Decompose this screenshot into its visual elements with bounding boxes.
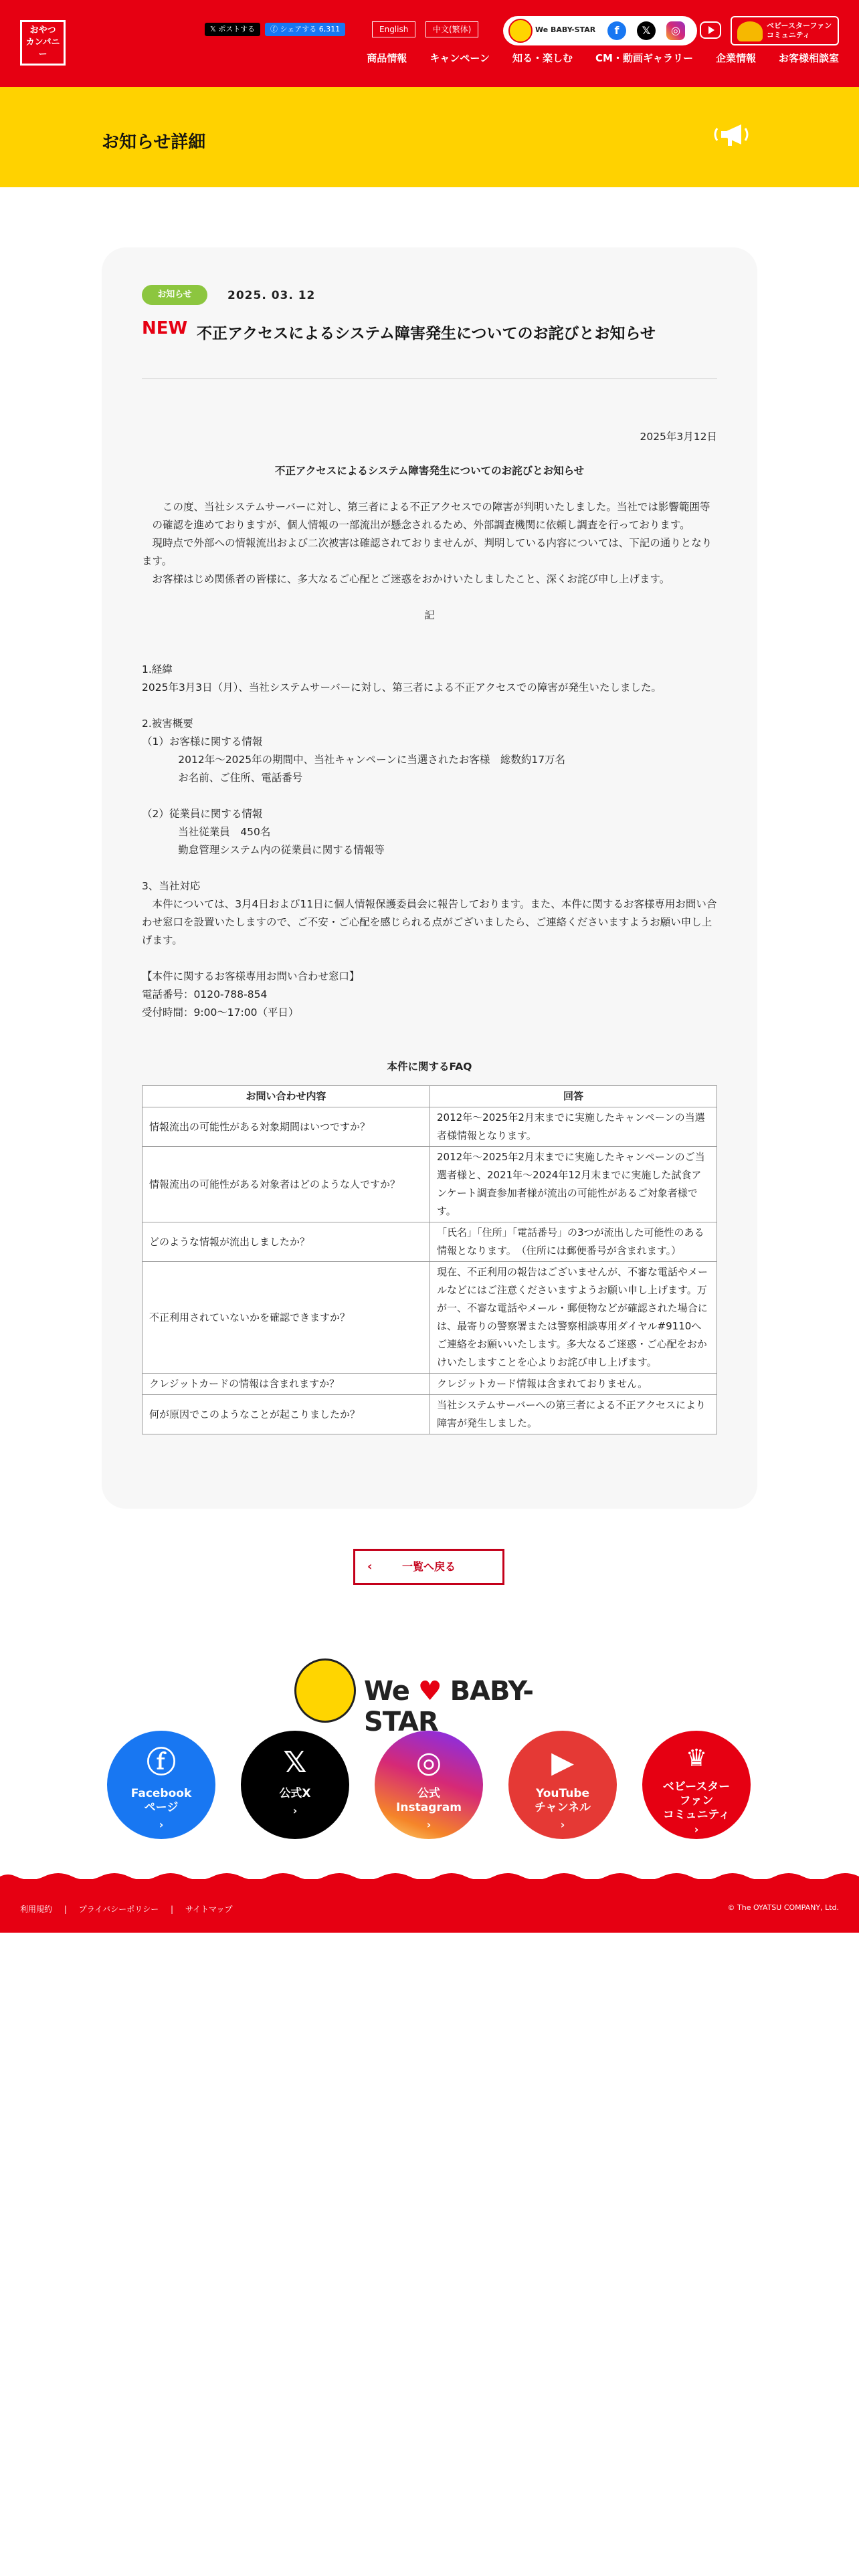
faq-question: 不正利用されていないかを確認できますか？ (142, 1262, 430, 1374)
faq-table (142, 1085, 717, 1434)
faq-title: 本件に関するFAQ (387, 1061, 472, 1073)
faq-row (142, 1374, 717, 1395)
faq-row (142, 1262, 717, 1374)
faq-header-answer: 回答 (430, 1086, 717, 1107)
official-x-link[interactable] (241, 1731, 349, 1839)
new-tag: NEW (142, 318, 188, 338)
sns-label-line1: YouTube (535, 1787, 590, 1800)
section1-text: 2025年3月3日（月）、当社システムサーバーに対し、第三者による不正アクセスでの障害が発生いたしました。 (142, 681, 662, 693)
x-icon: 𝕏 (283, 1745, 307, 1780)
instagram-icon: ◎ (415, 1745, 442, 1780)
section2b-title: （2）従業員に関する情報 (142, 808, 263, 820)
facebook-page-link[interactable] (107, 1731, 215, 1839)
chevron-left-icon: ‹ (367, 1560, 373, 1574)
article-body (142, 428, 717, 1434)
site-footer (0, 1879, 859, 1933)
intro-p3: お客様はじめ関係者の皆様に、多大なるご心配とご迷惑をおかけいたしましたこと、深くお詫び申し上げます。 (152, 573, 670, 585)
section2a-line2: お名前、ご住所、電話番号 (178, 772, 303, 784)
nav-cm-gallery[interactable]: CM・動画ギャラリー (595, 52, 693, 64)
footer-links (20, 1903, 242, 1915)
faq-answer: 2012年〜2025年2月末までに実施したキャンペーンのご当選者様と、2021年〜2024年12月末までに実施した試食アンケート調査参加者様が流出の可能性があるご対象者様です。 (430, 1147, 717, 1222)
header-top-row (0, 16, 859, 45)
chevron-right-icon: › (159, 1818, 164, 1831)
body-heading: 不正アクセスによるシステム障害発生についてのお詫びとお知らせ (274, 465, 585, 477)
share-x-button[interactable]: 𝕏 ポストする (205, 23, 260, 36)
x-icon[interactable]: 𝕏 (637, 21, 656, 40)
faq-header-row (142, 1086, 717, 1107)
faq-row (142, 1147, 717, 1222)
nav-campaign[interactable]: キャンペーン (430, 52, 490, 64)
faq-answer: 現在、不正利用の報告はございませんが、不審な電話やメールなどにはご注意くださいますようお願い申し上げます。万が一、不審な電話やメール・郵便物などが確認された場合には、最寄りの警察署または警察相談専用ダイヤル#9110へご連絡をお願いいたします。多大なるご迷惑・ご心配をおかけいたしますことを心よりお詫び申し上げます。 (430, 1262, 717, 1374)
facebook-icon: ⓕ (147, 1745, 176, 1780)
brand-name: BABY-STAR (364, 1676, 533, 1737)
section3-text: 本件については、3月4日および11日に個人情報保護委員会に報告しております。また、本件に関するお客様専用お問い合わせ窓口を設置いたしますので、ご不安・ご心配を感じられる点がございましたら、ご連絡くださいますようお願い申し上げます。 (142, 898, 717, 946)
footer-privacy-link[interactable]: プライバシーポリシー (78, 1905, 159, 1914)
sns-label-line2: ページ (144, 1801, 179, 1814)
footer-terms-link[interactable]: 利用規約 (20, 1905, 53, 1914)
footer-sitemap-link[interactable]: サイトマップ (185, 1905, 233, 1914)
section2b-line1: 当社従業員 450名 (178, 826, 271, 838)
fan-community-icon (737, 21, 763, 41)
brand-wordmark (364, 1676, 565, 1737)
facebook-icon[interactable]: f (607, 21, 626, 40)
faq-answer: 当社システムサーバーへの第三者による不正アクセスにより障害が発生しました。 (430, 1395, 717, 1434)
nav-learn[interactable]: 知る・楽しむ (512, 52, 573, 64)
faq-row (142, 1107, 717, 1147)
section3-title: 3、当社対応 (142, 880, 201, 892)
footer-separator: | (170, 1905, 173, 1914)
page-title-band (0, 87, 859, 187)
fan-community-link[interactable] (642, 1731, 751, 1839)
faq-question: 何が原因でこのようなことが起こりましたか？ (142, 1395, 430, 1434)
youtube-channel-link[interactable] (508, 1731, 617, 1839)
official-instagram-link[interactable] (375, 1731, 483, 1839)
fan-community-icon: ♛ (685, 1745, 708, 1772)
youtube-icon[interactable] (700, 21, 721, 39)
logo-line2: カンパニー (25, 37, 60, 60)
mascot-icon (294, 1658, 356, 1723)
faq-question: 情報流出の可能性がある対象者はどのような人ですか？ (142, 1147, 430, 1222)
back-to-list-button[interactable] (353, 1549, 504, 1585)
sns-label-line2: ファン (679, 1794, 714, 1808)
lang-english-button[interactable]: English (372, 21, 415, 37)
lang-chinese-button[interactable]: 中文(繁体) (425, 21, 478, 37)
megaphone-icon (712, 119, 759, 152)
chevron-right-icon: › (694, 1823, 699, 1836)
section2b-line2: 勤怠管理システム内の従業員に関する情報等 (178, 844, 385, 856)
nav-company[interactable]: 企業情報 (715, 52, 756, 64)
sns-label-line1: ベビースター (662, 1780, 731, 1794)
sns-label-line3: コミュニティ (662, 1808, 731, 1822)
faq-row (142, 1222, 717, 1262)
contact-phone: 電話番号：0120-788-854 (142, 988, 268, 1000)
section1-title: 1.経緯 (142, 663, 173, 675)
fan-community-button[interactable] (731, 16, 839, 45)
fan-line1: ベビースターファン (767, 21, 832, 30)
article-date: 2025. 03. 12 (227, 289, 316, 302)
youtube-icon: ▶ (551, 1745, 574, 1780)
site-header (0, 0, 859, 87)
faq-question: 情報流出の可能性がある対象期間はいつですか？ (142, 1107, 430, 1147)
intro-p1: この度、当社システムサーバーに対し、第三者による不正アクセスでの障害が判明いたしました。当社では影響範囲等の確認を進めておりますが、個人情報の一部流出が懸念されるため、外部調査機関に依頼し調査を行っております。 (152, 501, 710, 531)
footer-separator: | (64, 1905, 67, 1914)
contact-hours: 受付時間：9:00〜17:00（平日） (142, 1006, 299, 1018)
sns-label-line1: 公式 (417, 1787, 440, 1800)
header-sns-bar (503, 16, 697, 45)
faq-question: クレジットカードの情報は含まれますか？ (142, 1374, 430, 1395)
faq-answer: クレジットカード情報は含まれておりません。 (430, 1374, 717, 1395)
chevron-right-icon: › (426, 1818, 432, 1831)
sns-label-line2: チャンネル (535, 1801, 591, 1814)
section2-title: 2.被害概要 (142, 718, 193, 730)
brand-we: We (364, 1676, 409, 1707)
sns-label-line1: Facebook (130, 1787, 192, 1800)
mascot-icon (508, 19, 533, 43)
category-badge: お知らせ (142, 285, 207, 305)
instagram-icon[interactable]: ◎ (666, 21, 685, 40)
page-title: お知らせ詳細 (102, 132, 206, 152)
back-to-list-label: 一覧へ戻る (401, 1560, 456, 1573)
copyright: © The OYATSU COMPANY, Ltd. (727, 1903, 839, 1912)
header-brand-label: We BABY-STAR (535, 25, 596, 34)
faq-row (142, 1395, 717, 1434)
sns-label-line1: 公式X (279, 1787, 311, 1800)
heart-icon: ♥ (417, 1676, 442, 1707)
section2a-line1: 2012年〜2025年の期間中、当社キャンペーンに当選されたお客様 総数約17万名 (178, 754, 566, 766)
nav-products[interactable]: 商品情報 (367, 52, 407, 64)
intro-p2: 現時点で外部への情報流出および二次被害は確認されておりませんが、判明している内容については、下記の通りとなります。 (142, 537, 712, 567)
share-facebook-button[interactable]: ⓕ シェアする 6,311 (265, 23, 345, 36)
ki-mark: 記 (424, 609, 435, 621)
logo-line1: おやつ (29, 25, 56, 35)
sns-label-line2: Instagram (396, 1801, 462, 1814)
chevron-right-icon: › (560, 1818, 565, 1831)
faq-header-question: お問い合わせ内容 (142, 1086, 430, 1107)
we-love-baby-star-logo (294, 1658, 565, 1737)
contact-title: 【本件に関するお客様専用お問い合わせ窓口】 (142, 970, 360, 982)
article-card (102, 247, 757, 1509)
article-title: 不正アクセスによるシステム障害発生についてのお詫びとお知らせ (197, 325, 656, 342)
section2a-title: （1）お客様に関する情報 (142, 736, 263, 748)
faq-answer: 「氏名」「住所」「電話番号」の3つが流出した可能性のある情報となります。 （住所には郵便番号が含まれます。） (430, 1222, 717, 1262)
main-nav (367, 51, 839, 65)
issue-date: 2025年3月12日 (640, 431, 717, 443)
fan-line2: コミュニティ (767, 31, 810, 39)
nav-support[interactable]: お客様相談室 (778, 52, 839, 64)
faq-question: どのような情報が流出しましたか？ (142, 1222, 430, 1262)
faq-answer: 2012年〜2025年2月末までに実施したキャンペーンの当選者様情報となります。 (430, 1107, 717, 1147)
chevron-right-icon: › (292, 1804, 298, 1817)
